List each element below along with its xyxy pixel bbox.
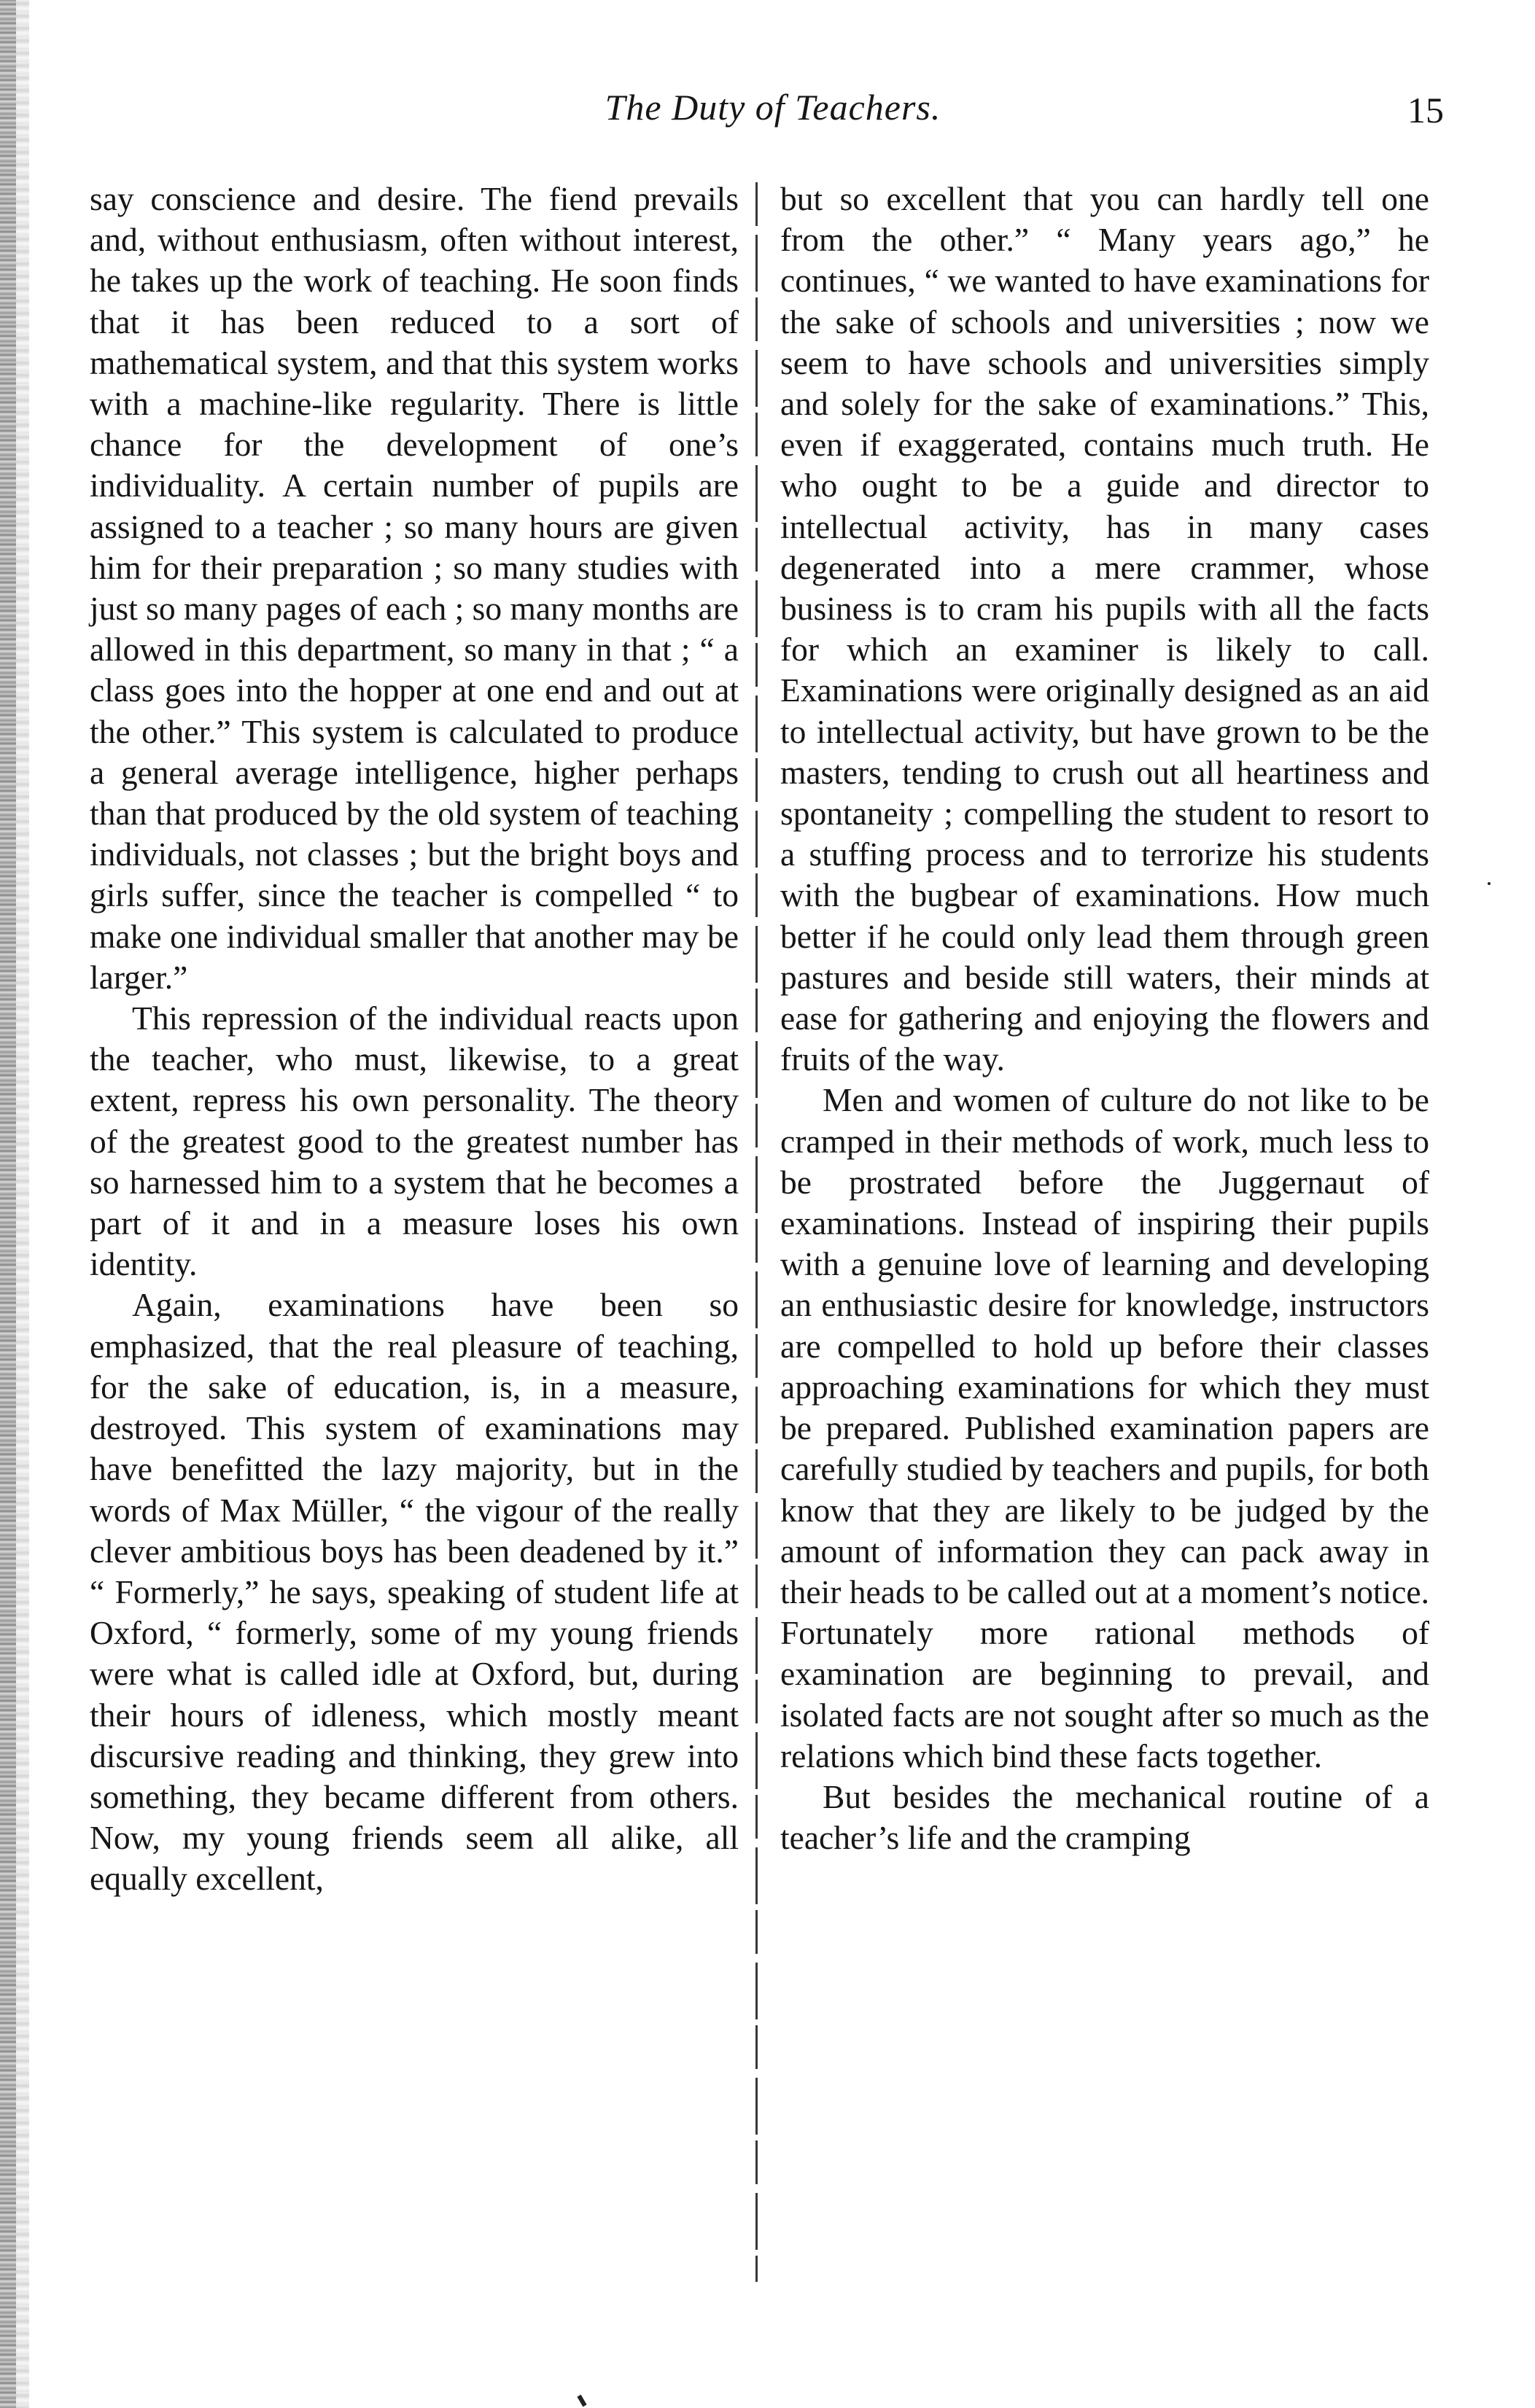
- right-column: [780, 179, 1429, 1858]
- print-speck: [577, 2395, 586, 2407]
- right-paragraph-3: But besides the mechanical routine of a teacher’s life and the cramping: [780, 1777, 1429, 1857]
- binding-edge: [0, 0, 16, 2408]
- binding-shadow: [16, 0, 29, 2408]
- left-paragraph-1: say conscience and desire. The fiend prevails and, without enthusiasm, often without interest, he takes up the work of teaching. He soon finds that it has been reduced to a sort of mathematical system, and that this system works with a machine-like regularity. There is little chance for the development of one’s individuality. A certain number of pupils are assigned to a teacher ; so many hours are given him for their preparation ; so many studies with just so many pages of each ; so many months are allowed in this department, so many in that ; “ a class goes into the hopper at one end and out at the other.” This system is calculated to produce a general average intelligence, higher perhaps than that produced by the old system of teaching individuals, not classes ; but the bright boys and girls suffer, since the teacher is compelled “ to make one individual smaller that another may be larger.”: [90, 180, 739, 996]
- right-paragraph-1: but so excellent that you can hardly tell one from the other.” “ Many years ago,” he continues, “ we wanted to have examinations for the sake of schools and universities ; now we seem to have schools and universities simply and solely for the sake of examinations.” This, even if exaggerated, contains much truth. He who ought to be a guide and director to intellectual activity, has in many cases degenerated into a mere crammer, whose business is to cram his pupils with all the facts for which an examiner is likely to call. Examinations were originally designed as an aid to intellectual activity, but have grown to be the masters, tending to crush out all heartiness and spontaneity ; compelling the student to resort to a stuffing process and to terrorize his students with the bugbear of examinations. How much better if he could only lead them through green pastures and beside still waters, their minds at ease for gathering and enjoying the flowers and fruits of the way.: [780, 180, 1429, 1078]
- page-number: 15: [1407, 90, 1444, 130]
- right-paragraph-2: Men and women of culture do not like to be cramped in their methods of work, much less to be prostrated before the Juggernaut of examinations. Instead of inspiring their pupils with a genuine love of learning and developing an enthusiastic desire for knowledge, instructors are compelled to hold up before their classes approaching examinations for which they must be prepared. Published examination papers are carefully studied by teachers and pupils, for both know that they are likely to be judged by the amount of information they can pack away in their heads to be called out at a moment’s notice. Fortunately more rational methods of examination are beginning to prevail, and isolated facts are not sought after so much as the relations which bind these facts together.: [780, 1081, 1429, 1774]
- running-title: The Duty of Teachers.: [605, 87, 941, 128]
- running-head: [88, 86, 1458, 137]
- left-paragraph-2: This repression of the individual reacts upon the teacher, who must, likewise, to a great extent, repress his own personality. The theory of the greatest good to the greatest number has so harnessed him to a system that he becomes a part of it and in a measure loses his own identity.: [90, 1000, 739, 1283]
- left-column: [90, 179, 739, 1900]
- column-divider: [755, 182, 758, 2282]
- left-paragraph-3: Again, examinations have been so emphasized, that the real pleasure of teaching, for the sake of education, is, in a measure, destroyed. This system of examinations may have benefitted the lazy majority, but in the words of Max Müller, “ the vigour of the really clever ambitious boys has been deadened by it.” “ Formerly,” he says, speaking of student life at Oxford, “ formerly, some of my young friends were what is called idle at Oxford, but, during their hours of idleness, which mostly meant discursive reading and thinking, they grew into something, they became different from others. Now, my young friends seem all alike, all equally excellent,: [90, 1286, 739, 1898]
- print-speck: [1488, 882, 1491, 885]
